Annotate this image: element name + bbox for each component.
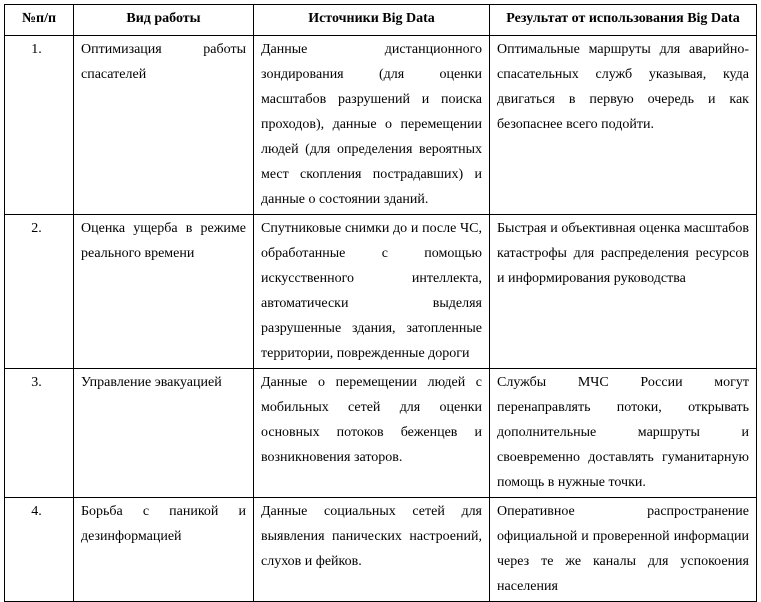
row-number: 4. (5, 498, 74, 602)
table-row (5, 36, 757, 215)
result-cell: Оперативное распространение официальной и проверенной информации через те же каналы для успокоения населения (490, 498, 757, 602)
work-type-cell: Оптимизация работы спасателей (74, 36, 254, 215)
sources-cell: Данные дистанционного зондирования (для оценки масштабов разрушений и поиска проходов), данные о перемещении людей (для определения вероятных мест скопления пострадавших) и данные о состоянии зданий. (254, 36, 490, 215)
table-row (5, 369, 757, 498)
sources-cell: Данные о перемещении людей с мобильных сетей для оценки основных потоков беженцев и возникновения заторов. (254, 369, 490, 498)
header-number: №п/п (5, 5, 74, 36)
header-work-type: Вид работы (74, 5, 254, 36)
result-cell: Службы МЧС России могут перенаправлять потоки, открывать дополнительные маршруты и своевременно доставлять гуманитарную помощь в нужные точки. (490, 369, 757, 498)
work-type-cell: Управление эвакуацией (74, 369, 254, 498)
header-sources: Источники Big Data (254, 5, 490, 36)
sources-cell: Данные социальных сетей для выявления панических настроений, слухов и фейков. (254, 498, 490, 602)
work-type-cell: Борьба с паникой и дезинформацией (74, 498, 254, 602)
sources-cell: Спутниковые снимки до и после ЧС, обработанные с помощью искусственного интеллекта, автоматически выделяя разрушенные здания, затопленные территории, поврежденные дороги (254, 215, 490, 369)
big-data-table (4, 4, 757, 602)
table-header-row (5, 5, 757, 36)
result-cell: Быстрая и объективная оценка масштабов катастрофы для распределения ресурсов и информирования руководства (490, 215, 757, 369)
result-cell: Оптимальные маршруты для аварийно-спасательных служб указывая, куда двигаться в первую очередь и как безопаснее всего подойти. (490, 36, 757, 215)
work-type-cell: Оценка ущерба в режиме реального времени (74, 215, 254, 369)
row-number: 3. (5, 369, 74, 498)
row-number: 1. (5, 36, 74, 215)
table-row (5, 215, 757, 369)
table-row (5, 498, 757, 602)
header-result: Результат от использования Big Data (490, 5, 757, 36)
row-number: 2. (5, 215, 74, 369)
